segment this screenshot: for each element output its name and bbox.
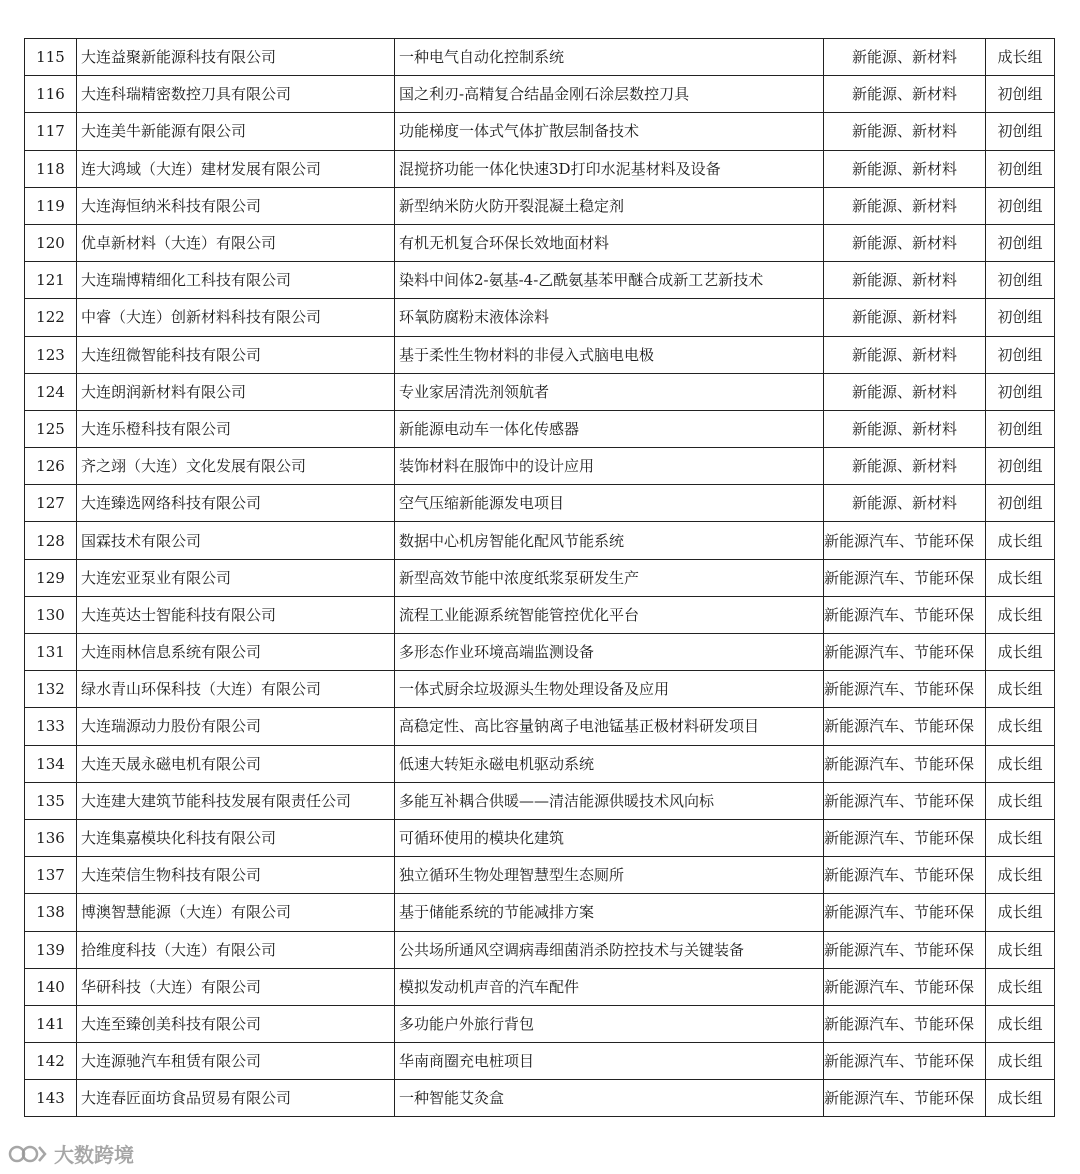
table-row <box>25 1005 1055 1042</box>
row-number: 122 <box>25 299 77 336</box>
industry-category: 新能源、新材料 <box>824 76 986 113</box>
company-name: 绿水青山环保科技（大连）有限公司 <box>77 671 395 708</box>
company-name: 大连朗润新材料有限公司 <box>77 373 395 410</box>
industry-category: 新能源汽车、节能环保 <box>824 1080 986 1117</box>
project-name: 多能互补耦合供暖——清洁能源供暖技术风向标 <box>395 782 824 819</box>
table-body <box>25 39 1055 1117</box>
industry-category: 新能源、新材料 <box>824 485 986 522</box>
table-row <box>25 968 1055 1005</box>
project-name: 专业家居清洗剂领航者 <box>395 373 824 410</box>
company-name: 大连雨林信息系统有限公司 <box>77 634 395 671</box>
table-row <box>25 522 1055 559</box>
row-number: 137 <box>25 857 77 894</box>
row-number: 130 <box>25 596 77 633</box>
row-number: 139 <box>25 931 77 968</box>
row-number: 133 <box>25 708 77 745</box>
results-table-sheet <box>24 38 1054 1117</box>
company-name: 大连乐橙科技有限公司 <box>77 410 395 447</box>
table-row <box>25 485 1055 522</box>
industry-category: 新能源、新材料 <box>824 39 986 76</box>
group-category: 成长组 <box>986 708 1055 745</box>
watermark <box>8 1139 134 1168</box>
table-row <box>25 931 1055 968</box>
group-category: 成长组 <box>986 745 1055 782</box>
row-number: 115 <box>25 39 77 76</box>
table-row <box>25 819 1055 856</box>
row-number: 129 <box>25 559 77 596</box>
industry-category: 新能源汽车、节能环保 <box>824 559 986 596</box>
group-category: 初创组 <box>986 150 1055 187</box>
results-table <box>24 38 1055 1117</box>
project-name: 基于柔性生物材料的非侵入式脑电电极 <box>395 336 824 373</box>
row-number: 128 <box>25 522 77 559</box>
table-row <box>25 634 1055 671</box>
table-row <box>25 373 1055 410</box>
row-number: 116 <box>25 76 77 113</box>
row-number: 120 <box>25 224 77 261</box>
group-category: 成长组 <box>986 1005 1055 1042</box>
row-number: 132 <box>25 671 77 708</box>
industry-category: 新能源汽车、节能环保 <box>824 745 986 782</box>
row-number: 135 <box>25 782 77 819</box>
project-name: 高稳定性、高比容量钠离子电池锰基正极材料研发项目 <box>395 708 824 745</box>
company-name: 大连纽微智能科技有限公司 <box>77 336 395 373</box>
group-category: 成长组 <box>986 39 1055 76</box>
industry-category: 新能源、新材料 <box>824 373 986 410</box>
table-row <box>25 559 1055 596</box>
table-row <box>25 596 1055 633</box>
table-row <box>25 1080 1055 1117</box>
group-category: 成长组 <box>986 857 1055 894</box>
company-name: 大连集嘉模块化科技有限公司 <box>77 819 395 856</box>
project-name: 一体式厨余垃圾源头生物处理设备及应用 <box>395 671 824 708</box>
project-name: 混搅挤功能一体化快速3D打印水泥基材料及设备 <box>395 150 824 187</box>
row-number: 125 <box>25 410 77 447</box>
company-name: 大连至臻创美科技有限公司 <box>77 1005 395 1042</box>
table-row <box>25 671 1055 708</box>
table-row <box>25 150 1055 187</box>
project-name: 一种电气自动化控制系统 <box>395 39 824 76</box>
group-category: 初创组 <box>986 485 1055 522</box>
industry-category: 新能源汽车、节能环保 <box>824 819 986 856</box>
row-number: 136 <box>25 819 77 856</box>
industry-category: 新能源汽车、节能环保 <box>824 894 986 931</box>
project-name: 国之利刃-高精复合结晶金刚石涂层数控刀具 <box>395 76 824 113</box>
table-row <box>25 782 1055 819</box>
watermark-text: 大数跨境 <box>54 1143 134 1167</box>
table-row <box>25 76 1055 113</box>
row-number: 118 <box>25 150 77 187</box>
project-name: 环氧防腐粉末液体涂料 <box>395 299 824 336</box>
table-row <box>25 224 1055 261</box>
group-category: 成长组 <box>986 596 1055 633</box>
company-name: 大连天晟永磁电机有限公司 <box>77 745 395 782</box>
industry-category: 新能源汽车、节能环保 <box>824 671 986 708</box>
table-row <box>25 113 1055 150</box>
company-name: 齐之翊（大连）文化发展有限公司 <box>77 448 395 485</box>
project-name: 可循环使用的模块化建筑 <box>395 819 824 856</box>
table-row <box>25 894 1055 931</box>
row-number: 121 <box>25 262 77 299</box>
project-name: 流程工业能源系统智能管控优化平台 <box>395 596 824 633</box>
project-name: 多功能户外旅行背包 <box>395 1005 824 1042</box>
row-number: 143 <box>25 1080 77 1117</box>
group-category: 成长组 <box>986 968 1055 1005</box>
company-name: 华研科技（大连）有限公司 <box>77 968 395 1005</box>
row-number: 142 <box>25 1043 77 1080</box>
industry-category: 新能源汽车、节能环保 <box>824 782 986 819</box>
industry-category: 新能源汽车、节能环保 <box>824 634 986 671</box>
company-name: 大连益聚新能源科技有限公司 <box>77 39 395 76</box>
group-category: 成长组 <box>986 671 1055 708</box>
industry-category: 新能源汽车、节能环保 <box>824 857 986 894</box>
company-name: 国霖技术有限公司 <box>77 522 395 559</box>
table-row <box>25 410 1055 447</box>
industry-category: 新能源汽车、节能环保 <box>824 522 986 559</box>
row-number: 140 <box>25 968 77 1005</box>
project-name: 空气压缩新能源发电项目 <box>395 485 824 522</box>
group-category: 初创组 <box>986 76 1055 113</box>
group-category: 成长组 <box>986 1043 1055 1080</box>
project-name: 公共场所通风空调病毒细菌消杀防控技术与关键装备 <box>395 931 824 968</box>
company-name: 连大鸿域（大连）建材发展有限公司 <box>77 150 395 187</box>
industry-category: 新能源汽车、节能环保 <box>824 1043 986 1080</box>
project-name: 多形态作业环境高端监测设备 <box>395 634 824 671</box>
industry-category: 新能源汽车、节能环保 <box>824 708 986 745</box>
project-name: 染料中间体2-氨基-4-乙酰氨基苯甲醚合成新工艺新技术 <box>395 262 824 299</box>
project-name: 新型高效节能中浓度纸浆泵研发生产 <box>395 559 824 596</box>
company-name: 大连英达士智能科技有限公司 <box>77 596 395 633</box>
industry-category: 新能源汽车、节能环保 <box>824 1005 986 1042</box>
industry-category: 新能源、新材料 <box>824 262 986 299</box>
group-category: 初创组 <box>986 410 1055 447</box>
company-name: 大连瑞源动力股份有限公司 <box>77 708 395 745</box>
table-row <box>25 187 1055 224</box>
group-category: 成长组 <box>986 894 1055 931</box>
industry-category: 新能源、新材料 <box>824 150 986 187</box>
project-name: 数据中心机房智能化配风节能系统 <box>395 522 824 559</box>
company-name: 博澳智慧能源（大连）有限公司 <box>77 894 395 931</box>
row-number: 119 <box>25 187 77 224</box>
company-name: 中睿（大连）创新材料科技有限公司 <box>77 299 395 336</box>
project-name: 装饰材料在服饰中的设计应用 <box>395 448 824 485</box>
project-name: 华南商圈充电桩项目 <box>395 1043 824 1080</box>
table-row <box>25 336 1055 373</box>
group-category: 初创组 <box>986 299 1055 336</box>
group-category: 初创组 <box>986 373 1055 410</box>
group-category: 初创组 <box>986 262 1055 299</box>
industry-category: 新能源、新材料 <box>824 448 986 485</box>
industry-category: 新能源、新材料 <box>824 224 986 261</box>
group-category: 初创组 <box>986 336 1055 373</box>
group-category: 初创组 <box>986 224 1055 261</box>
company-name: 大连荣信生物科技有限公司 <box>77 857 395 894</box>
group-category: 成长组 <box>986 559 1055 596</box>
project-name: 模拟发动机声音的汽车配件 <box>395 968 824 1005</box>
table-row <box>25 857 1055 894</box>
row-number: 126 <box>25 448 77 485</box>
company-name: 大连瑞博精细化工科技有限公司 <box>77 262 395 299</box>
row-number: 138 <box>25 894 77 931</box>
table-row <box>25 1043 1055 1080</box>
row-number: 127 <box>25 485 77 522</box>
group-category: 初创组 <box>986 448 1055 485</box>
company-name: 大连建大建筑节能科技发展有限责任公司 <box>77 782 395 819</box>
group-category: 成长组 <box>986 1080 1055 1117</box>
project-name: 有机无机复合环保长效地面材料 <box>395 224 824 261</box>
industry-category: 新能源、新材料 <box>824 299 986 336</box>
table-row <box>25 708 1055 745</box>
project-name: 新能源电动车一体化传感器 <box>395 410 824 447</box>
group-category: 初创组 <box>986 113 1055 150</box>
industry-category: 新能源、新材料 <box>824 410 986 447</box>
company-name: 大连海恒纳米科技有限公司 <box>77 187 395 224</box>
project-name: 基于储能系统的节能减排方案 <box>395 894 824 931</box>
row-number: 134 <box>25 745 77 782</box>
company-name: 拾维度科技（大连）有限公司 <box>77 931 395 968</box>
table-row <box>25 745 1055 782</box>
group-category: 成长组 <box>986 819 1055 856</box>
table-row <box>25 448 1055 485</box>
company-name: 大连臻选网络科技有限公司 <box>77 485 395 522</box>
row-number: 123 <box>25 336 77 373</box>
project-name: 功能梯度一体式气体扩散层制备技术 <box>395 113 824 150</box>
industry-category: 新能源、新材料 <box>824 187 986 224</box>
company-name: 优卓新材料（大连）有限公司 <box>77 224 395 261</box>
group-category: 初创组 <box>986 187 1055 224</box>
row-number: 131 <box>25 634 77 671</box>
industry-category: 新能源、新材料 <box>824 336 986 373</box>
group-category: 成长组 <box>986 522 1055 559</box>
company-name: 大连春匠面坊食品贸易有限公司 <box>77 1080 395 1117</box>
company-name: 大连宏亚泵业有限公司 <box>77 559 395 596</box>
project-name: 新型纳米防火防开裂混凝土稳定剂 <box>395 187 824 224</box>
table-row <box>25 39 1055 76</box>
row-number: 141 <box>25 1005 77 1042</box>
industry-category: 新能源汽车、节能环保 <box>824 596 986 633</box>
group-category: 成长组 <box>986 931 1055 968</box>
company-name: 大连源驰汽车租赁有限公司 <box>77 1043 395 1080</box>
table-row <box>25 299 1055 336</box>
project-name: 低速大转矩永磁电机驱动系统 <box>395 745 824 782</box>
group-category: 成长组 <box>986 782 1055 819</box>
brand-logo-icon <box>8 1142 48 1166</box>
group-category: 成长组 <box>986 634 1055 671</box>
industry-category: 新能源汽车、节能环保 <box>824 931 986 968</box>
company-name: 大连美牛新能源有限公司 <box>77 113 395 150</box>
table-row <box>25 262 1055 299</box>
row-number: 117 <box>25 113 77 150</box>
project-name: 独立循环生物处理智慧型生态厕所 <box>395 857 824 894</box>
industry-category: 新能源汽车、节能环保 <box>824 968 986 1005</box>
row-number: 124 <box>25 373 77 410</box>
project-name: 一种智能艾灸盒 <box>395 1080 824 1117</box>
company-name: 大连科瑞精密数控刀具有限公司 <box>77 76 395 113</box>
industry-category: 新能源、新材料 <box>824 113 986 150</box>
